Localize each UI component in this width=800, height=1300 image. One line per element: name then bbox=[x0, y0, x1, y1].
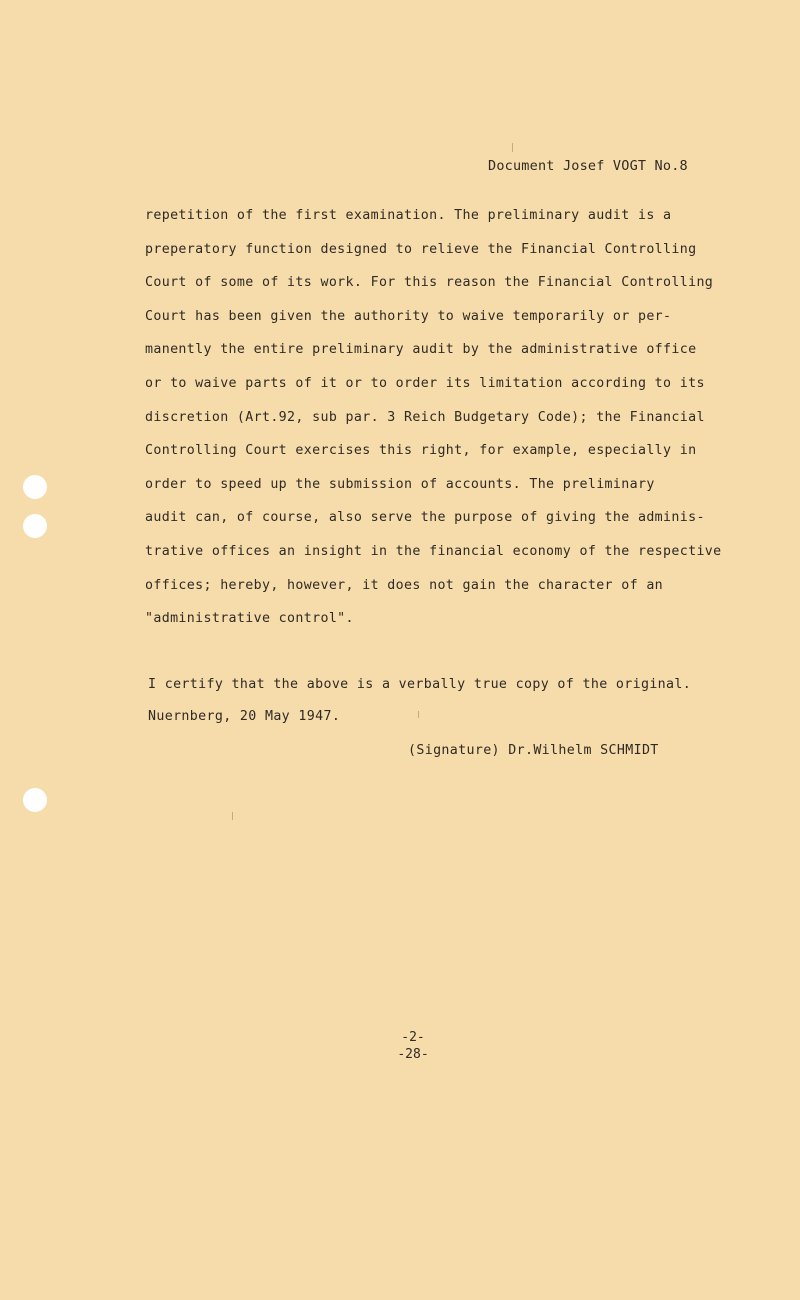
page-number: -2- bbox=[401, 1030, 425, 1045]
body-line: trative offices an insight in the financial economy of the respective bbox=[145, 543, 722, 559]
body-line: order to speed up the submission of accounts. The preliminary bbox=[145, 476, 655, 492]
body-line: preperatory function designed to relieve the Financial Controlling bbox=[145, 241, 697, 257]
place-and-date: Nuernberg, 20 May 1947. bbox=[148, 709, 341, 724]
body-line: Controlling Court exercises this right, for example, especially in bbox=[145, 443, 697, 459]
body-line: repetition of the first examination. The preliminary audit is a bbox=[145, 208, 672, 223]
paper-mark bbox=[512, 143, 513, 152]
body-line: audit can, of course, also serve the purpose of giving the adminis- bbox=[145, 510, 705, 526]
punch-hole bbox=[23, 514, 47, 538]
certification-statement: I certify that the above is a verbally true copy of the original. bbox=[148, 677, 692, 692]
punch-hole bbox=[23, 475, 47, 499]
sequence-number: -28- bbox=[397, 1047, 429, 1062]
paper-mark bbox=[418, 711, 419, 718]
body-line: manently the entire preliminary audit by the administrative office bbox=[145, 342, 697, 358]
body-line: Court has been given the authority to waive temporarily or per- bbox=[145, 308, 672, 324]
body-line: offices; hereby, however, it does not gain the character of an bbox=[145, 577, 664, 593]
body-line: or to waive parts of it or to order its limitation according to its bbox=[145, 375, 705, 391]
body-line: Court of some of its work. For this reason the Financial Controlling bbox=[145, 275, 714, 291]
body-line: "administrative control". bbox=[145, 611, 354, 627]
paper-mark bbox=[232, 812, 233, 820]
body-line: discretion (Art.92, sub par. 3 Reich Budgetary Code); the Financial bbox=[145, 409, 705, 425]
punch-hole bbox=[23, 788, 47, 812]
body-text bbox=[145, 206, 745, 643]
document-reference: Document Josef VOGT No.8 bbox=[488, 158, 688, 174]
signature-line: (Signature) Dr.Wilhelm SCHMIDT bbox=[408, 743, 659, 758]
